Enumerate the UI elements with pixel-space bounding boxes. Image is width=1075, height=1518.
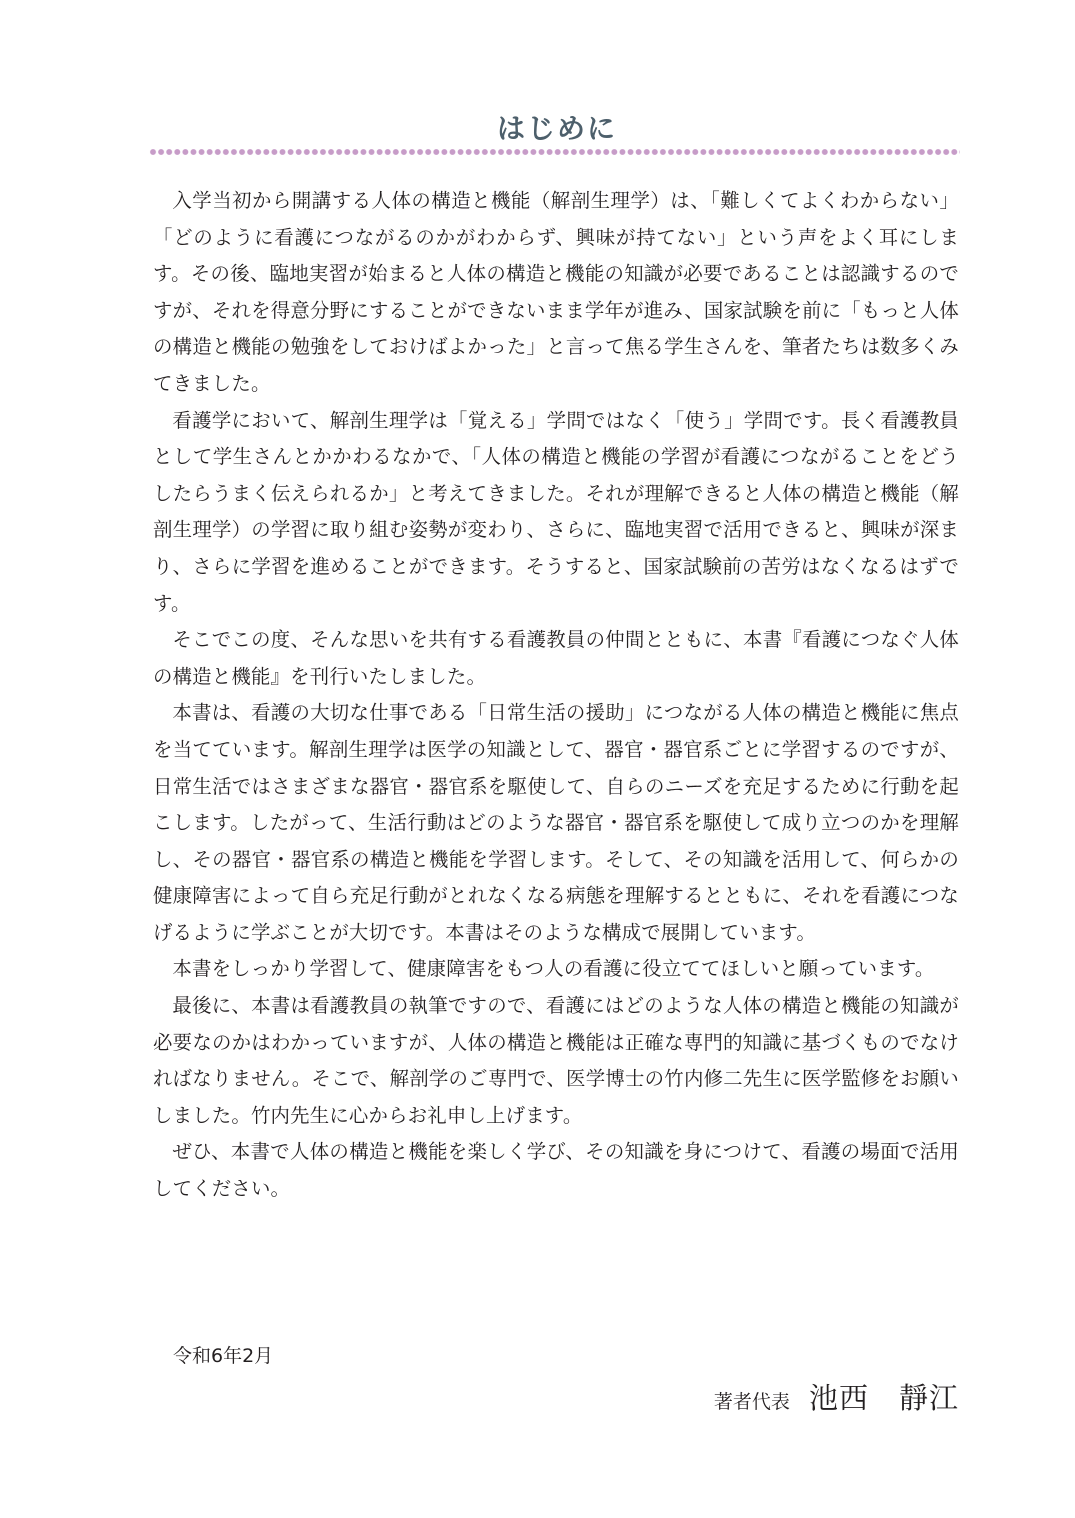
dotted-divider <box>149 148 960 156</box>
signature-role: 著者代表 <box>713 1391 790 1413</box>
paragraph: 最後に、本書は看護教員の執筆ですので、看護にはどのような人体の構造と機能の知識が必要なのかはわかっていますが、人体の構造と機能は正確な専門的知識に基づくものでなければなりません。そこで、解剖学のご専門で、医学博士の竹内修二先生に医学監修をお願いしました。竹内先生に心からお礼申し上げます。 <box>153 994 959 1127</box>
paragraph: 本書は、看護の大切な仕事である「日常生活の援助」につながる人体の構造と機能に焦点を当てています。解剖生理学は医学の知識として、器官・器官系ごとに学習するのですが、日常生活ではさまざまな器官・器官系を駆使して、自らのニーズを充足するために行動を起こします。したがって、生活行動はどのような器官・器官系を駆使して成り立つのかを理解し、その器官・器官系の構造と機能を学習します。そして、その知識を活用して、何らかの健康障害によって自ら充足行動がとれなくなる病態を理解するとともに、それを看護につなげるように学ぶことが大切です。本書はそのような構成で展開しています。 <box>153 701 959 944</box>
paragraph: 看護学において、解剖生理学は「覚える」学問ではなく「使う」学問です。長く看護教員として学生さんとかかわるなかで、「人体の構造と機能の学習が看護につながることをどうしたらうまく伝えられるか」と考えてきました。それが理解できると人体の構造と機能（解剖生理学）の学習に取り組む姿勢が変わり、さらに、臨地実習で活用できると、興味が深まり、さらに学習を進めることができます。そうすると、国家試験前の苦労はなくなるはずです。 <box>153 408 959 615</box>
paragraph: 入学当初から開講する人体の構造と機能（解剖生理学）は、「難しくてよくわからない」「どのように看護につながるのかがわからず、興味が持てない」という声をよく耳にします。その後、臨地実習が始まると人体の構造と機能の知識が必要であることは認識するのですが、それを得意分野にすることができないまま学年が進み、国家試験を前に「もっと人体の構造と機能の勉強をしておけばよかった」と言って焦る学生さんを、筆者たちは数多くみてきました。 <box>153 189 959 395</box>
paragraph: そこでこの度、そんな思いを共有する看護教員の仲間とともに、本書『看護につなぐ人体の構造と機能』を刊行いたしました。 <box>153 628 959 688</box>
page-title: はじめに <box>496 111 617 145</box>
paragraph: ぜひ、本書で人体の構造と機能を楽しく学び、その知識を身につけて、看護の場面で活用してください。 <box>153 1140 959 1201</box>
date: 令和6年2月 <box>173 1345 274 1367</box>
signature-name: 池西 靜江 <box>808 1381 959 1415</box>
signature <box>714 1376 959 1417</box>
body-text <box>153 183 959 1208</box>
paragraph: 本書をしっかり学習して、健康障害をもつ人の看護に役立ててほしいと願っています。 <box>172 957 935 981</box>
